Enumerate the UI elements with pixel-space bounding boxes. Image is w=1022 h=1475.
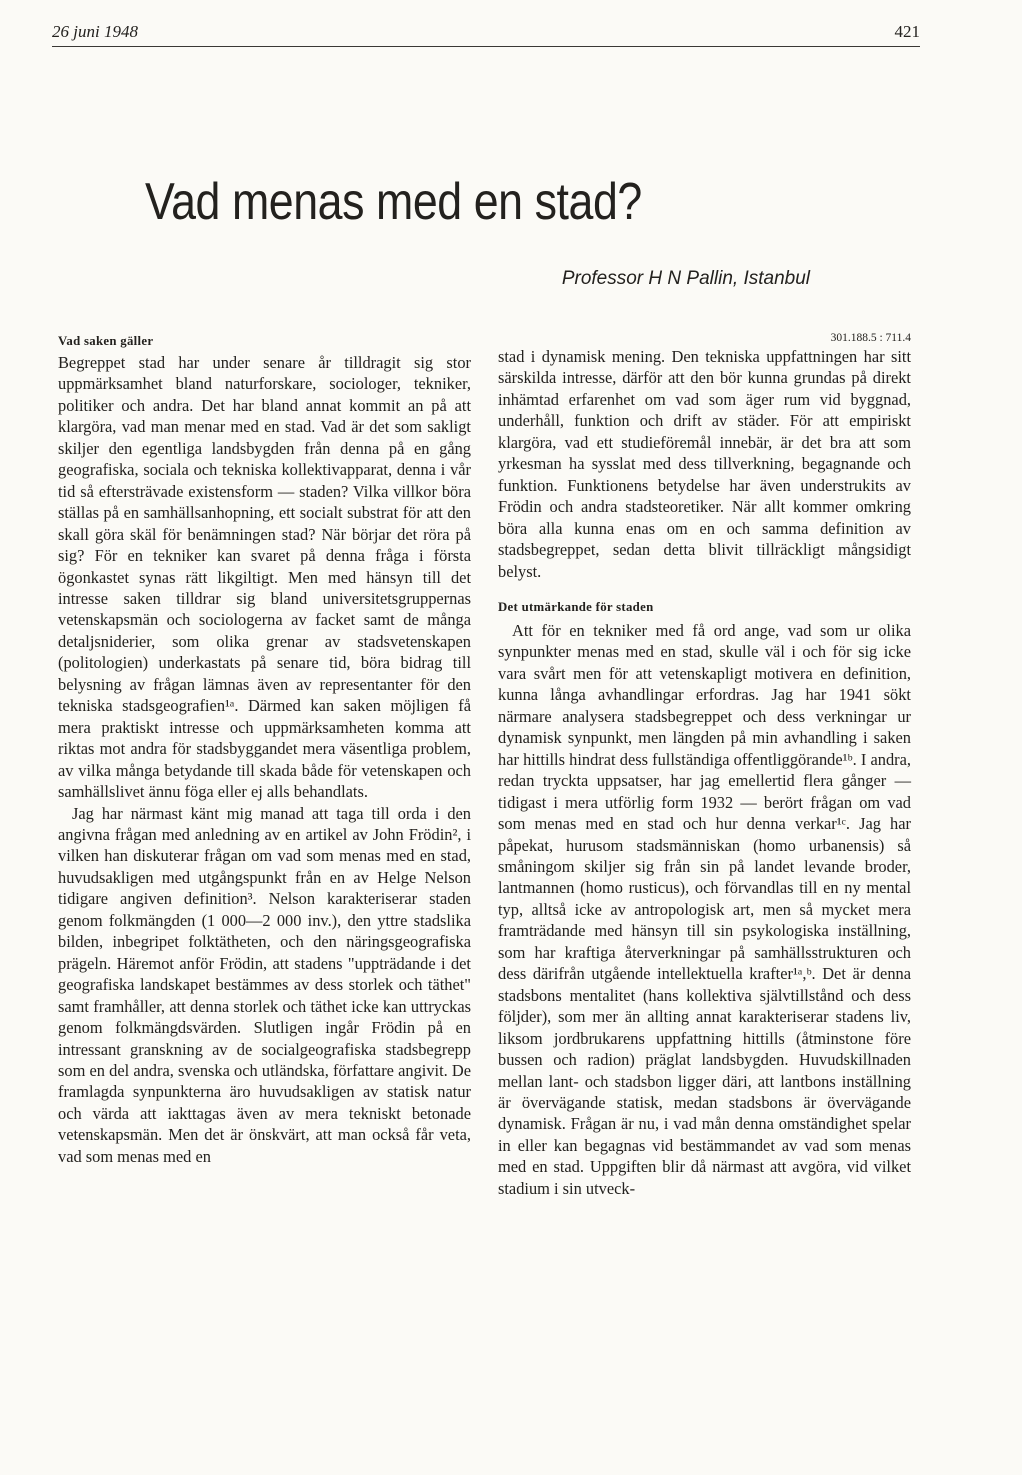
udc-classification: 301.188.5 : 711.4 <box>830 332 911 344</box>
author-byline: Professor H N Pallin, Istanbul <box>561 268 810 289</box>
running-header <box>52 20 920 47</box>
left-column <box>58 330 471 1167</box>
right-column <box>498 332 911 1199</box>
page-number: 421 <box>894 22 920 41</box>
section-heading-vad-saken-galler: Vad saken gäller <box>58 334 154 348</box>
body-paragraph: Jag har närmast känt mig manad att taga till orda i den angivna frågan med anledning av en artikel av John Frödin², i vilken han diskuterar frågan om vad som menas med en stad, huvudsakligen med utgångspunkt från en av Helge Nelson tidigare angiven definition³. Nelson karakteriserar staden genom folkmängden (1 000—2 000 inv.), den yttre stadslika bilden, inbegripet folktätheten, och den näringsgeografiska prägeln. Häremot anför Frödin, att stadens "uppträdande i det geografiska landskapet bestämmes av dess storlek och täthet" samt framhåller, att denna storlek och täthet icke kan uttryckas genom folkmängdsvärden. Slutligen ingår Frödin på en intressant granskning av de socialgeografiska stadsbegrepp som en del andra, svenska och utländska, författare angivit. De framlagda synpunkterna äro huvudsakligen av statisk natur och värda att iakttagas även av mera tekniskt betonade vetenskapsmän. Men det är önskvärt, att man också får veta, vad som menas med en <box>58 803 471 1166</box>
article-title: Vad menas med en stad? <box>145 173 642 231</box>
issue-date: 26 juni 1948 <box>52 22 138 41</box>
body-paragraph: Att för en tekniker med få ord ange, vad som ur olika synpunkter menas med en stad, skulle väl i och för sig icke vara svårt men för att vetenskapligt motivera en definition, kunna långa avhandlingar erfordras. Jag har 1941 sökt närmare analysera stadsbegreppet och dess verkningar ur dynamisk synpunkt, men längden på min avhandling i saken har hittills hindrat dess fullständiga offentliggörande¹ᵇ. I andra, redan tryckta uppsatser, har jag emellertid flera gånger — tidigast i mera utförlig form 1932 — berört frågan om vad som menas med en stad och hur denna verkar¹ᶜ. Jag har påpekat, hurusom stadsmänniskan (homo urbanensis) så småningom skiljer sig från sin på landet levande broder, lantmannen (homo rusticus), och förvandlas till en ny mental typ, alltså icke av antropologisk art, men så mycket mera framträdande med hänsyn till sin psykologiska inställning, som har kraftiga återverkningar på samhällsstrukturen och dess därifrån utgående intellektuella krafter¹ᵃ,ᵇ. Det är denna stadsbons mentalitet (hans kollektiva självtillstånd och dess följder), som mer än allting annat karakteriserar stadens liv, liksom jordbrukarens uppfattning hittills (åtminstone före bussen och radion) präglat landsbygden. Huvudskillnaden mellan lant- och stadsbon ligger däri, att lantbons inställning är övervägande statisk, medan stadsbons är övervägande dynamisk. Frågan är nu, i vad mån denna omständighet spelar in eller kan begagnas vid bestämmandet av vad som menas med en stad. Uppgiften blir då närmast att avgöra, vid vilket stadium i sin utveck- <box>498 620 911 1198</box>
section-heading-det-utmarkande: Det utmärkande för staden <box>498 599 654 614</box>
body-paragraph-continuation: stad i dynamisk mening. Den tekniska uppfattningen har sitt särskilda intresse, därför att den bör kunna grundas på direkt inhämtad erfarenhet om vad som äger rum vid byggnad, underhåll, funktion och drift av städer. För att empiriskt klargöra, vad ett studieföremål innebär, är det bra att som yrkesman ha sysslat med dess tillverkning, begagnande och funktion. Funktionens betydelse har även understrukits av Frödin och andra stadsteoretiker. När allt kommer omkring böra alla kunna enas om en och samma definition av stadsbegreppet, sedan detta blivit tillräckligt mångsidigt belyst. <box>498 347 911 581</box>
body-paragraph: Begreppet stad har under senare år tilldragit sig stor uppmärksamhet bland naturforskare, sociologer, tekniker, politiker och andra. Det har bland annat kommit an på att klargöra, vad man menar med en stad. Vad är det som sakligt skiljer den egentliga landsbygden från denna på en gång geografiska, sociala och tekniska kollektivapparat, denna i vår tid så eftersträvade existensform — staden? Vilka villkor böra ställas på en samhällsanhopning, ett socialt substrat för att den skall göra skäl för benämningen stad? När börjar det röra på sig? För en tekniker kan svaret på denna fråga i första ögonkastet synas rätt likgiltigt. Men med hänsyn till det intresse saken tilldrar sig bland universitetsgruppernas vetenskapsmän och sociologerna av facket samt de många detaljsniderier, som olika grenar av stadsvetenskapen (politologien) underkastats på senare tid, böra bidrag till belysning av frågan lämnas även av representanter för den tekniska stadsgeografien¹ᵃ. Därmed kan saken möjligen få mera praktiskt intresse och uppmärksamheten komma att riktas mot andra för stadsbyggandet mera väsentliga problem, av vilka många betydande till skada både för vetenskapen och samhällslivet ännu föga eller ej alls behandlats. <box>58 353 471 802</box>
